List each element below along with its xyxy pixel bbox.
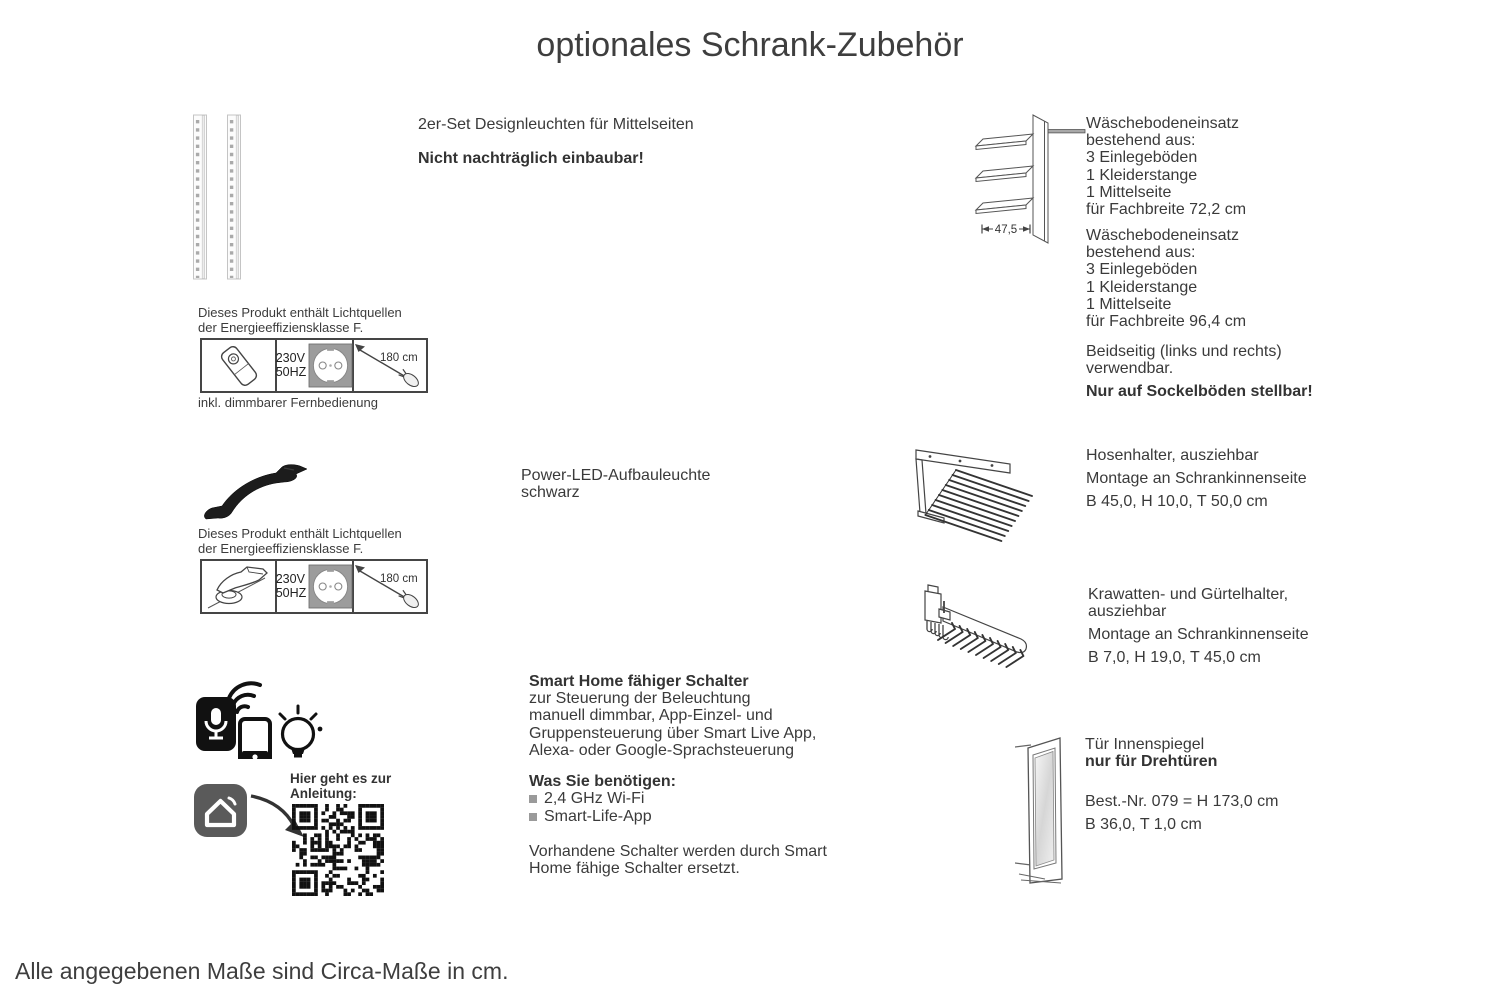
door-mirror-icon xyxy=(1015,733,1073,885)
shelf-insert-usage-note xyxy=(1086,343,1282,377)
remote-control-icon xyxy=(202,340,277,391)
info-line: für Fachbreite 72,2 cm xyxy=(1086,201,1247,219)
info-line: 1 Kleiderstange xyxy=(1086,278,1198,296)
smart-switch-heading: Smart Home fähiger Schalter xyxy=(529,673,749,690)
led-strip-pair-icon xyxy=(193,113,243,283)
mirror-name: Tür Innenspiegel xyxy=(1085,736,1205,753)
smart-switch-desc-line: zur Steuerung der Beleuchtung xyxy=(529,690,751,708)
footer-note: Alle angegebenen Maße sind Circa-Maße in cm. xyxy=(15,958,509,984)
info-line: 1 Kleiderstange xyxy=(1086,166,1198,184)
laundry-shelf-insert-icon xyxy=(973,110,1088,255)
cable-length-cell xyxy=(354,561,426,612)
power-socket-icon xyxy=(308,343,353,388)
power-led-name-line: Power-LED-Aufbauleuchte xyxy=(521,467,711,484)
shelf-insert-warning: Nur auf Sockelböden stellbar! xyxy=(1086,383,1313,400)
frequency-label: 50HZ xyxy=(275,585,307,600)
qr-code xyxy=(292,804,384,896)
cable-length-label: 180 cm xyxy=(380,352,418,364)
voltage-label: 230V xyxy=(275,572,305,586)
requirement-label: Smart-Life-App xyxy=(544,808,652,826)
qr-label-line: Hier geht es zur xyxy=(290,771,392,786)
info-line: Wäschebodeneinsatz xyxy=(1086,227,1239,244)
info-line: Wäschebodeneinsatz xyxy=(1086,115,1239,132)
info-line: 3 Einlegeböden xyxy=(1086,261,1198,279)
page-title: optionales Schrank-Zubehör xyxy=(536,26,964,64)
power-socket-icon xyxy=(308,564,353,609)
info-line: bestehend aus: xyxy=(1086,244,1196,262)
shelf-insert-96-info xyxy=(1086,227,1246,330)
trouser-rack-name: Hosenhalter, ausziehbar xyxy=(1086,447,1259,464)
smart-switch-desc-line: manuell dimmbar, App-Einzel- und xyxy=(529,707,773,725)
mirror-restriction: nur für Drehtüren xyxy=(1085,753,1218,770)
trouser-rack-icon xyxy=(910,440,1042,545)
power-led-name xyxy=(521,467,710,501)
square-bullet-icon xyxy=(529,795,537,803)
smart-home-app-icon xyxy=(193,783,248,838)
energy-note-line: Dieses Produkt enthält Lichtquellen xyxy=(198,526,402,541)
requirements-heading: Was Sie benötigen: xyxy=(529,773,676,791)
qr-instruction-label xyxy=(290,771,391,801)
qr-label-line: Anleitung: xyxy=(290,786,357,801)
tie-belt-rack-mounting: Montage an Schrankinnenseite xyxy=(1088,626,1309,643)
trouser-rack-dimensions: B 45,0, H 10,0, T 50,0 cm xyxy=(1086,493,1268,510)
energy-note-line: der Energieeffiziensklasse F. xyxy=(198,319,364,335)
info-line: 3 Einlegeböden xyxy=(1086,149,1198,167)
mirror-order-info: Best.-Nr. 079 = H 173,0 cm xyxy=(1085,793,1279,810)
cable-length-cell xyxy=(354,340,426,391)
design-lights-name: 2er-Set Designleuchten für Mittelseiten xyxy=(418,116,694,133)
cable-length-label: 180 cm xyxy=(380,573,418,585)
requirement-item xyxy=(529,808,859,826)
power-rating-cell xyxy=(277,340,354,391)
led-lamp-side-icon xyxy=(202,561,277,612)
energy-note-line: Dieses Produkt enthält Lichtquellen xyxy=(198,305,402,320)
energy-note-line: der Energieeffiziensklasse F. xyxy=(198,540,364,556)
info-line: Beidseitig (links und rechts) xyxy=(1086,343,1282,360)
info-line: bestehend aus: xyxy=(1086,132,1196,150)
frequency-label: 50HZ xyxy=(275,364,307,379)
shelf-width-label: 47,5 xyxy=(994,224,1018,236)
tie-belt-rack-dimensions: B 7,0, H 19,0, T 45,0 cm xyxy=(1088,649,1261,666)
info-line: für Fachbreite 96,4 cm xyxy=(1086,313,1247,331)
tie-belt-rack-icon xyxy=(915,581,1043,681)
smart-switch-note-line: Vorhandene Schalter werden durch Smart xyxy=(529,843,827,861)
smart-switch-info xyxy=(529,673,859,878)
shelf-insert-72-info xyxy=(1086,115,1246,218)
power-rating-cell xyxy=(277,561,354,612)
voltage-label: 230V xyxy=(275,351,305,365)
square-bullet-icon xyxy=(529,813,537,821)
mirror-dimensions: B 36,0, T 1,0 cm xyxy=(1085,816,1202,833)
design-lights-energy-note xyxy=(198,306,402,335)
power-led-lamp-icon xyxy=(200,456,318,528)
power-led-energy-note xyxy=(198,527,402,556)
power-led-name-line: schwarz xyxy=(521,484,580,502)
smart-switch-note-line: Home fähige Schalter ersetzt. xyxy=(529,860,740,878)
power-led-spec-box xyxy=(200,559,428,614)
info-line: 1 Mittelseite xyxy=(1086,183,1172,201)
smart-control-icons xyxy=(192,679,330,759)
design-lights-spec-box xyxy=(200,338,428,393)
tie-belt-rack-name xyxy=(1088,586,1288,620)
info-line: ausziehbar xyxy=(1088,603,1167,621)
remote-note: inkl. dimmbarer Fernbedienung xyxy=(198,395,378,410)
trouser-rack-mounting: Montage an Schrankinnenseite xyxy=(1086,470,1307,487)
info-line: Krawatten- und Gürtelhalter, xyxy=(1088,586,1289,603)
smart-switch-desc-line: Alexa- oder Google-Sprachsteuerung xyxy=(529,741,795,759)
requirement-item xyxy=(529,790,859,808)
info-line: 1 Mittelseite xyxy=(1086,295,1172,313)
info-line: verwendbar. xyxy=(1086,360,1174,378)
requirement-label: 2,4 GHz Wi-Fi xyxy=(544,790,645,808)
smart-switch-desc-line: Gruppensteuerung über Smart Live App, xyxy=(529,724,817,742)
light-bulb-icon xyxy=(280,706,322,758)
smartphone-icon xyxy=(240,719,270,759)
design-lights-warning: Nicht nachträglich einbaubar! xyxy=(418,150,644,167)
